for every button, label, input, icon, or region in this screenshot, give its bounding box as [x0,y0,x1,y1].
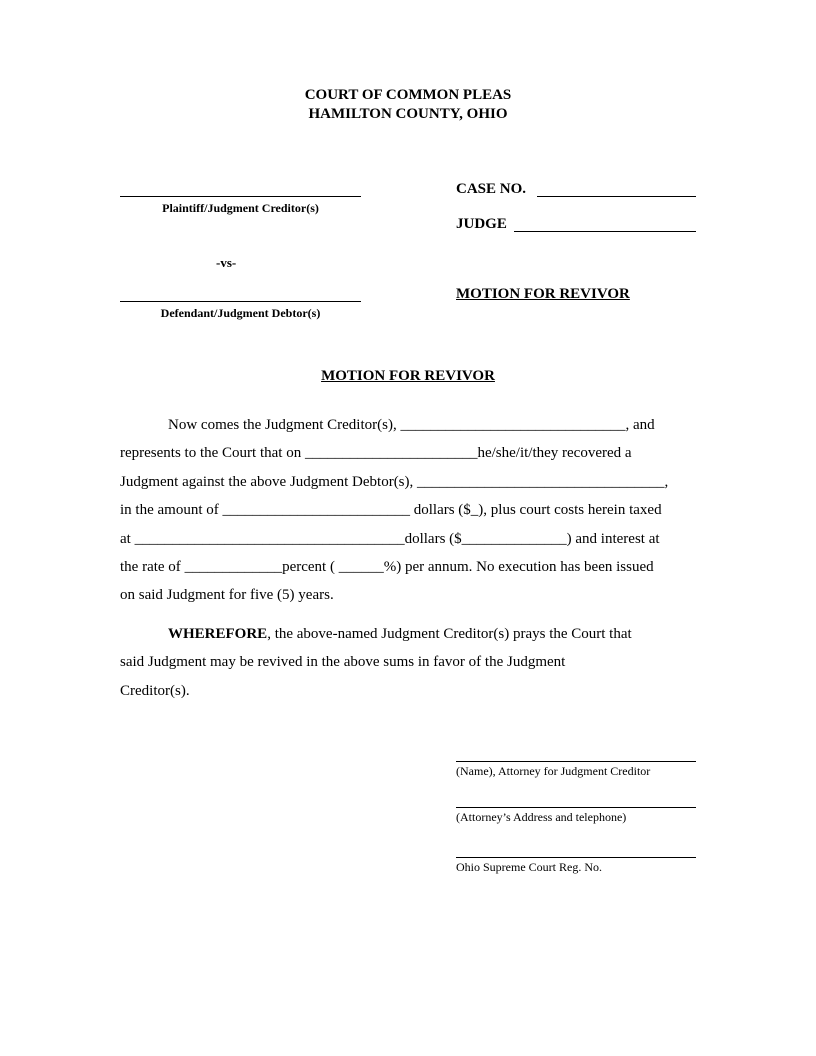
text-fragment: ) and interest at [566,530,660,547]
plaintiff-signature-line [120,196,361,197]
body-line-7: on said Judgment for five (5) years. [120,587,334,604]
motion-body [120,411,700,705]
body-line-3 [120,468,700,496]
case-no-label: CASE NO. [456,181,527,197]
attorney-name-label: (Name), Attorney for Judgment Creditor [456,764,651,778]
text-fragment: , and [625,417,655,433]
court-name: COURT OF COMMON PLEAS [304,87,512,103]
judge-field[interactable] [514,231,696,232]
plaintiff-label: Plaintiff/Judgment Creditor(s) [162,201,319,215]
defendant-signature-line [120,301,361,302]
attorney-address-label: (Attorney’s Address and telephone) [456,810,627,824]
attorney-name-line[interactable] [456,761,696,762]
interest-rate-percent-blank[interactable]: ______ [338,559,384,576]
body-line-4 [120,496,700,524]
document-heading: MOTION FOR REVIVOR [321,368,495,384]
wherefore-line-2: said Judgment may be revived in the above sums in favor of the Judgment [120,654,566,671]
text-fragment: dollars ($_), plus court costs herein taxed [409,502,662,519]
case-no-field[interactable] [537,196,696,197]
interest-rate-words-blank[interactable]: _____________ [184,559,283,576]
body-line-5 [120,525,700,553]
judgment-date-blank[interactable]: _______________________ [304,445,478,462]
paragraph-spacer [120,610,700,620]
text-fragment: , the above-named Judgment Creditor(s) prays the Court that [267,625,632,642]
text-fragment: , [664,473,669,490]
judge-label: JUDGE [456,216,507,232]
text-fragment: percent ( [282,559,339,576]
text-fragment: %) per annum. No execution has been issued [383,559,654,576]
attorney-address-line[interactable] [456,807,696,808]
judgment-amount-words-blank[interactable]: _________________________ [222,502,410,519]
judgment-debtor-name-blank[interactable]: _________________________________ [417,473,665,490]
defendant-label: Defendant/Judgment Debtor(s) [160,306,321,320]
supreme-court-reg-label: Ohio Supreme Court Reg. No. [456,860,602,874]
versus-label: -vs- [216,255,237,270]
text-fragment: the rate of [120,559,185,576]
body-line-6 [120,553,700,581]
supreme-court-reg-line[interactable] [456,857,696,858]
court-header [0,86,816,124]
court-costs-amount-blank[interactable]: ______________ [461,530,567,547]
body-line-2 [120,439,700,467]
text-fragment: dollars ($ [404,530,462,547]
court-county: HAMILTON COUNTY, OHIO [308,106,508,122]
text-fragment: in the amount of [120,502,223,519]
text-fragment: represents to the Court that on [120,445,305,462]
text-fragment: Judgment against the above Judgment Debtor(s), [120,473,418,490]
caption-motion-title: MOTION FOR REVIVOR [456,286,630,302]
judgment-creditor-name-blank[interactable]: ______________________________ [400,417,626,433]
court-costs-words-blank[interactable]: ____________________________________ [134,530,405,547]
body-line-1 [120,411,700,439]
text-fragment: Now comes the Judgment Creditor(s), [168,417,401,433]
text-fragment: at [120,530,135,547]
wherefore-keyword: WHEREFORE [168,625,268,642]
wherefore-line-3: Creditor(s). [120,682,190,699]
wherefore-line-1 [120,620,700,648]
text-fragment: he/she/it/they recovered a [477,445,632,462]
